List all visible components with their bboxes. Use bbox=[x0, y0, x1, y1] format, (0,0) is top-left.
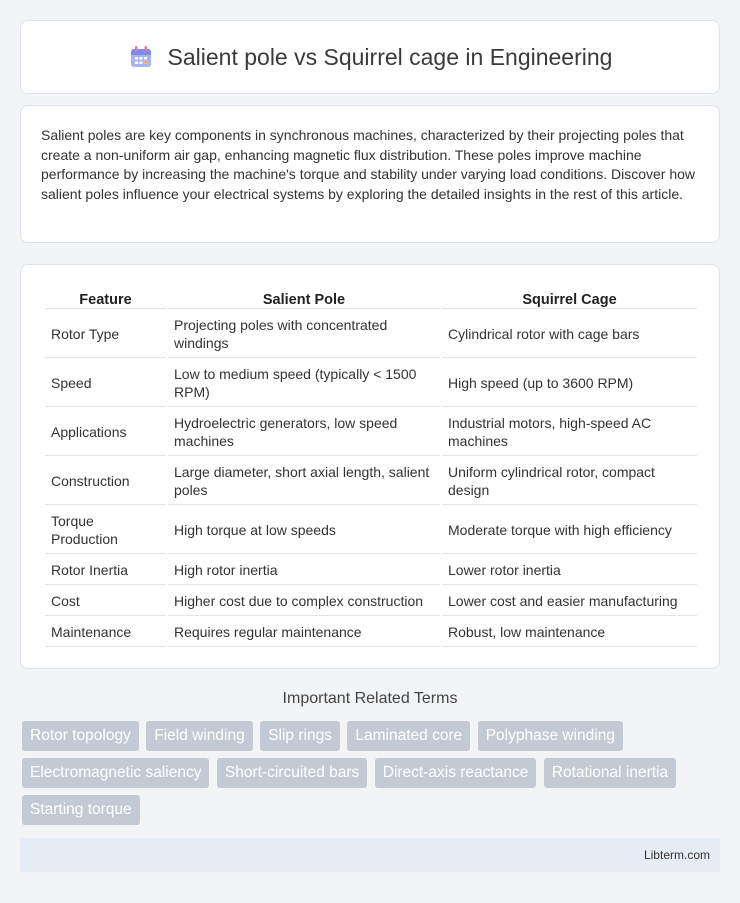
table-cell: Lower rotor inertia bbox=[442, 556, 697, 585]
table-row bbox=[45, 507, 697, 554]
column-header-feature: Feature bbox=[45, 287, 166, 309]
comparison-card bbox=[20, 264, 720, 669]
table-cell: Cost bbox=[45, 587, 166, 616]
table-cell: High speed (up to 3600 RPM) bbox=[442, 360, 697, 407]
table-cell: Speed bbox=[45, 360, 166, 407]
related-term-tag[interactable]: Short-circuited bars bbox=[217, 758, 367, 788]
related-term-tag[interactable]: Field winding bbox=[146, 721, 252, 751]
table-cell: Projecting poles with concentrated windings bbox=[168, 311, 440, 358]
related-term-tag[interactable]: Starting torque bbox=[22, 795, 140, 825]
table-header-row bbox=[45, 287, 697, 309]
table-cell: Low to medium speed (typically < 1500 RPM) bbox=[168, 360, 440, 407]
table-cell: Torque Production bbox=[45, 507, 166, 554]
table-cell: Construction bbox=[45, 458, 166, 505]
table-row bbox=[45, 311, 697, 358]
table-cell: Robust, low maintenance bbox=[442, 618, 697, 647]
header-card bbox=[20, 20, 720, 94]
related-terms-heading: Important Related Terms bbox=[282, 690, 458, 707]
intro-text: Salient poles are key components in synchronous machines, characterized by their projecting poles that create a non-uniform air gap, enhancing magnetic flux distribution. These poles improve machine performance by increasing the machine's torque and stability under varying load conditions. Discover how salient poles influence your electrical systems by exploring the detailed insights in the rest of this article. bbox=[41, 127, 696, 202]
calendar-icon bbox=[128, 44, 154, 70]
table-row bbox=[45, 556, 697, 585]
related-term-tag[interactable]: Electromagnetic saliency bbox=[22, 758, 209, 788]
comparison-table bbox=[43, 285, 699, 649]
table-cell: Lower cost and easier manufacturing bbox=[442, 587, 697, 616]
table-cell: Applications bbox=[45, 409, 166, 456]
table-cell: Higher cost due to complex construction bbox=[168, 587, 440, 616]
related-term-tag[interactable]: Direct-axis reactance bbox=[375, 758, 537, 788]
table-cell: Uniform cylindrical rotor, compact design bbox=[442, 458, 697, 505]
related-term-tag[interactable]: Laminated core bbox=[347, 721, 470, 751]
column-header-salient-pole: Salient Pole bbox=[168, 287, 440, 309]
table-cell: Maintenance bbox=[45, 618, 166, 647]
table-cell: High rotor inertia bbox=[168, 556, 440, 585]
related-terms-list bbox=[22, 721, 722, 832]
intro-card bbox=[20, 105, 720, 243]
table-cell: Rotor Type bbox=[45, 311, 166, 358]
table-cell: High torque at low speeds bbox=[168, 507, 440, 554]
column-header-squirrel-cage: Squirrel Cage bbox=[442, 287, 697, 309]
table-cell: Moderate torque with high efficiency bbox=[442, 507, 697, 554]
table-cell: Industrial motors, high-speed AC machines bbox=[442, 409, 697, 456]
related-term-tag[interactable]: Slip rings bbox=[260, 721, 340, 751]
related-term-tag[interactable]: Rotor topology bbox=[22, 721, 139, 751]
footer bbox=[20, 838, 720, 872]
page-title: Salient pole vs Squirrel cage in Engineering bbox=[167, 43, 613, 70]
table-cell: Rotor Inertia bbox=[45, 556, 166, 585]
table-cell: Cylindrical rotor with cage bars bbox=[442, 311, 697, 358]
related-term-tag[interactable]: Rotational inertia bbox=[544, 758, 676, 788]
table-cell: Hydroelectric generators, low speed machines bbox=[168, 409, 440, 456]
table-row bbox=[45, 618, 697, 647]
table-row bbox=[45, 587, 697, 616]
table-row bbox=[45, 409, 697, 456]
table-row bbox=[45, 360, 697, 407]
table-cell: Large diameter, short axial length, salient poles bbox=[168, 458, 440, 505]
table-row bbox=[45, 458, 697, 505]
related-term-tag[interactable]: Polyphase winding bbox=[478, 721, 623, 751]
footer-site-link[interactable]: Libterm.com bbox=[643, 848, 710, 862]
table-cell: Requires regular maintenance bbox=[168, 618, 440, 647]
